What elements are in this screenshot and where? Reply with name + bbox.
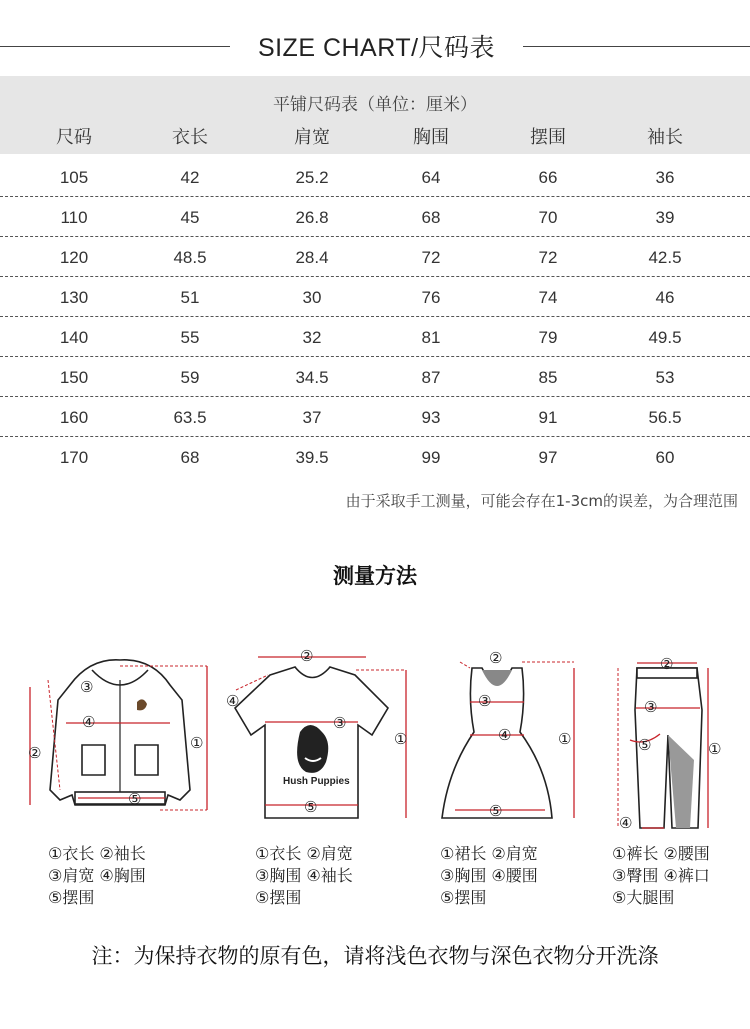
cell-hem: 72 — [538, 248, 558, 267]
cell-length: 51 — [180, 288, 200, 307]
cell-chest: 81 — [421, 328, 441, 347]
dress-legend — [440, 843, 538, 909]
legend-line: ③肩宽 ④胸围 — [48, 866, 146, 885]
washing-note: 注：为保持衣物的原有色，请将浅色衣物与深色衣物分开洗涤 — [91, 944, 659, 968]
cell-shoulder: 34.5 — [295, 368, 329, 387]
dress-label-5: ⑤ — [489, 802, 503, 820]
cell-shoulder: 30 — [302, 288, 322, 307]
table-row — [0, 316, 750, 356]
method-title: 测量方法 — [333, 564, 417, 588]
hoodie-label-1: ① — [190, 734, 204, 752]
legend-line: ③胸围 ④袖长 — [255, 866, 353, 885]
pants-label-4: ④ — [619, 814, 633, 832]
table-row — [0, 156, 750, 196]
cell-length: 45 — [180, 208, 200, 227]
legend-line: ①衣长 ②肩宽 — [255, 844, 353, 863]
tshirt-illustration — [226, 647, 407, 818]
column-header-sleeve: 袖长 — [647, 127, 683, 148]
title-divider-right — [523, 46, 750, 47]
cell-sleeve: 36 — [655, 168, 675, 187]
column-header-size: 尺码 — [56, 127, 92, 148]
cell-length: 68 — [180, 448, 200, 467]
cell-length: 42 — [180, 168, 200, 187]
cell-sleeve: 39 — [655, 208, 675, 227]
tshirt-legend — [255, 843, 353, 909]
legend-line: ①裤长 ②腰围 — [612, 844, 710, 863]
cell-sleeve: 60 — [655, 448, 675, 467]
cell-shoulder: 37 — [302, 408, 322, 427]
cell-sleeve: 56.5 — [648, 408, 682, 427]
cell-size: 110 — [60, 208, 88, 227]
cell-chest: 64 — [421, 168, 441, 187]
table-row — [0, 356, 750, 396]
cell-hem: 74 — [538, 288, 558, 307]
legend-line: ⑤摆围 — [255, 888, 302, 907]
cell-length: 48.5 — [173, 248, 207, 267]
hoodie-label-3: ③ — [80, 678, 94, 696]
legend-line: ③胸围 ④腰围 — [440, 866, 538, 885]
cell-hem: 70 — [538, 208, 558, 227]
table-row — [0, 236, 750, 276]
cell-hem: 85 — [538, 368, 558, 387]
tshirt-label-1: ① — [394, 730, 408, 748]
cell-hem: 79 — [538, 328, 558, 347]
legend-line: ⑤摆围 — [440, 888, 487, 907]
cell-shoulder: 25.2 — [295, 168, 329, 187]
hoodie-label-4: ④ — [82, 713, 96, 731]
pants-label-3: ③ — [644, 698, 658, 716]
tshirt-label-2: ② — [300, 647, 314, 665]
cell-hem: 66 — [538, 168, 558, 187]
hoodie-label-5: ⑤ — [128, 790, 142, 808]
table-row — [0, 396, 750, 436]
title-divider-left — [0, 46, 230, 47]
column-header-shoulder: 肩宽 — [294, 127, 330, 148]
pants-label-1: ① — [708, 740, 722, 758]
cell-size: 160 — [59, 408, 89, 427]
size-table-header — [0, 76, 750, 154]
cell-sleeve: 49.5 — [648, 328, 682, 347]
title-row — [0, 26, 750, 66]
pants-illustration — [618, 655, 721, 832]
tshirt-label-4: ④ — [226, 692, 240, 710]
cell-size: 120 — [59, 248, 89, 267]
legend-line: ⑤大腿围 — [612, 888, 675, 907]
legend-line: ③臀围 ④裤口 — [612, 866, 710, 885]
cell-length: 59 — [180, 368, 200, 387]
cell-sleeve: 46 — [655, 288, 675, 307]
cell-hem: 91 — [538, 408, 558, 427]
measurement-note: 由于采取手工测量，可能会存在1-3cm的误差，为合理范围 — [345, 492, 738, 510]
cell-shoulder: 32 — [302, 328, 322, 347]
table-row — [0, 276, 750, 316]
cell-size: 170 — [59, 448, 89, 467]
cell-shoulder: 26.8 — [295, 208, 329, 227]
pants-label-5: ⑤ — [638, 736, 652, 754]
page-title: SIZE CHART/尺码表 — [257, 34, 496, 62]
cell-hem: 97 — [538, 448, 558, 467]
tshirt-brand: Hush Puppies — [283, 776, 350, 787]
table-row — [0, 436, 750, 476]
cell-size: 140 — [59, 328, 89, 347]
cell-length: 63.5 — [173, 408, 207, 427]
cell-sleeve: 42.5 — [648, 248, 682, 267]
hoodie-label-2: ② — [28, 744, 42, 762]
cell-shoulder: 39.5 — [295, 448, 329, 467]
cell-chest: 87 — [421, 368, 441, 387]
cell-shoulder: 28.4 — [295, 248, 329, 267]
dress-label-1: ① — [558, 730, 572, 748]
cell-size: 150 — [59, 368, 89, 387]
pants-label-2: ② — [660, 655, 674, 673]
table-caption: 平铺尺码表（单位：厘米） — [273, 95, 477, 115]
dress-label-2: ② — [489, 649, 503, 667]
cell-size: 105 — [59, 168, 89, 187]
legend-line: ①裙长 ②肩宽 — [440, 844, 538, 863]
table-row — [0, 196, 750, 236]
garment-illustrations — [0, 640, 750, 840]
legend-line: ①衣长 ②袖长 — [48, 844, 146, 863]
cell-chest: 99 — [421, 448, 441, 467]
dress-label-4: ④ — [498, 726, 512, 744]
tshirt-label-3: ③ — [333, 714, 347, 732]
column-header-hem: 摆围 — [530, 127, 566, 148]
pants-legend — [612, 843, 710, 909]
cell-chest: 68 — [421, 208, 441, 227]
dress-illustration — [442, 649, 574, 820]
hoodie-illustration — [28, 660, 207, 810]
cell-size: 130 — [59, 288, 89, 307]
cell-sleeve: 53 — [655, 368, 675, 387]
legend-line: ⑤摆围 — [48, 888, 95, 907]
dress-label-3: ③ — [478, 692, 492, 710]
cell-chest: 93 — [421, 408, 441, 427]
column-header-chest: 胸围 — [413, 127, 449, 148]
cell-chest: 72 — [421, 248, 441, 267]
hoodie-legend — [48, 843, 146, 909]
cell-chest: 76 — [421, 288, 441, 307]
tshirt-label-5: ⑤ — [304, 798, 318, 816]
column-header-length: 衣长 — [172, 127, 208, 148]
cell-length: 55 — [180, 328, 200, 347]
